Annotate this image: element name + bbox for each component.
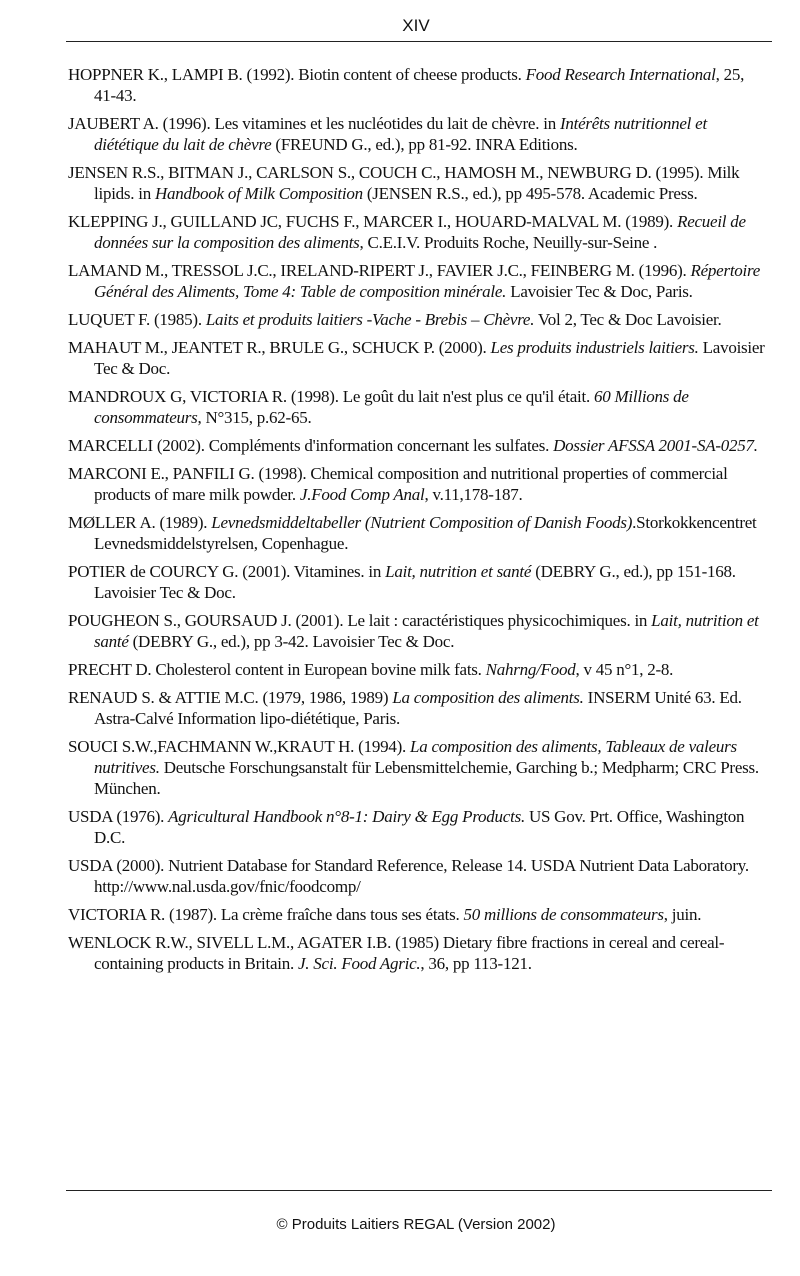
reference-entry bbox=[68, 806, 768, 848]
reference-text: Deutsche Forschungsanstalt für Lebensmittelchemie, Garching b.; Medpharm; CRC Press. München. bbox=[94, 758, 759, 798]
reference-title: 60 Millions de consommateurs bbox=[94, 387, 689, 427]
reference-text: (DEBRY G., ed.), pp 3-42. Lavoisier Tec & Doc. bbox=[128, 632, 455, 651]
reference-text: , v.11,178-187. bbox=[424, 485, 523, 504]
footer-copyright: © Produits Laitiers REGAL (Version 2002) bbox=[276, 1216, 556, 1233]
reference-entry bbox=[68, 463, 768, 505]
reference-text: , v 45 n°1, 2-8. bbox=[575, 660, 674, 679]
reference-text: KLEPPING J., GUILLAND JC, FUCHS F., MARCER I., HOUARD-MALVAL M. (1989). bbox=[68, 212, 678, 231]
reference-text: SOUCI S.W.,FACHMANN W.,KRAUT H. (1994). bbox=[68, 737, 411, 756]
reference-entry bbox=[68, 904, 768, 925]
reference-title: J.Food Comp Anal bbox=[299, 485, 425, 504]
reference-list bbox=[68, 64, 768, 981]
reference-text: MØLLER A. (1989). bbox=[68, 513, 212, 532]
footer-rule bbox=[66, 1190, 772, 1191]
reference-title: J. Sci. Food Agric. bbox=[298, 954, 421, 973]
reference-text: PRECHT D. Cholesterol content in European bovine milk fats. bbox=[68, 660, 486, 679]
reference-text: , 25, 41-43. bbox=[94, 65, 745, 105]
reference-title: Lait, nutrition et santé bbox=[385, 562, 532, 581]
reference-title: Food Research International bbox=[525, 65, 716, 84]
reference-title: Répertoire Général des Aliments, Tome 4: Table de composition minérale. bbox=[94, 261, 761, 301]
reference-text: JAUBERT A. (1996). Les vitamines et les nucléotides du lait de chèvre. in bbox=[68, 114, 560, 133]
reference-text: LUQUET F. (1985). bbox=[68, 310, 206, 329]
reference-text: INSERM Unité 63. Ed. Astra-Calvé Information lipo-diététique, Paris. bbox=[94, 688, 742, 728]
reference-text: MARCONI E., PANFILI G. (1998). Chemical composition and nutritional properties of commercial products of mare milk powder. bbox=[68, 464, 728, 504]
reference-text: MANDROUX G, VICTORIA R. (1998). Le goût du lait n'est plus ce qu'il était. bbox=[68, 387, 594, 406]
reference-title: La composition des aliments. bbox=[392, 688, 584, 707]
reference-text: WENLOCK R.W., SIVELL L.M., AGATER I.B. (1985) Dietary fibre fractions in cereal and cereal-containing products in Britain. bbox=[68, 933, 725, 973]
reference-text: VICTORIA R. (1987). La crème fraîche dans tous ses états. bbox=[68, 905, 464, 924]
reference-title: Recueil de données sur la composition des aliments bbox=[94, 212, 746, 252]
reference-text: HOPPNER K., LAMPI B. (1992). Biotin content of cheese products. bbox=[68, 65, 526, 84]
reference-title: Intérêts nutritionnel et diététique du lait de chèvre bbox=[94, 114, 707, 154]
reference-title: Lait, nutrition et santé bbox=[94, 611, 759, 651]
reference-text: (DEBRY G., ed.), pp 151-168. Lavoisier Tec & Doc. bbox=[94, 562, 736, 602]
reference-entry bbox=[68, 659, 768, 680]
reference-text: USDA (1976). bbox=[68, 807, 169, 826]
reference-title: Laits et produits laitiers -Vache - Brebis – Chèvre. bbox=[205, 310, 535, 329]
reference-title: Agricultural Handbook n°8-1: Dairy & Egg Products. bbox=[168, 807, 525, 826]
reference-text: LAMAND M., TRESSOL J.C., IRELAND-RIPERT J., FAVIER J.C., FEINBERG M. (1996). bbox=[68, 261, 691, 280]
reference-entry bbox=[68, 687, 768, 729]
reference-text: POTIER de COURCY G. (2001). Vitamines. in bbox=[68, 562, 386, 581]
reference-text: USDA (2000). Nutrient Database for Standard Reference, Release 14. USDA Nutrient Data Laboratory. http://www.nal.usda.gov/fnic/foodcomp/ bbox=[68, 856, 749, 896]
reference-entry bbox=[68, 113, 768, 155]
reference-text: JENSEN R.S., BITMAN J., CARLSON S., COUCH C., HAMOSH M., NEWBURG D. (1995). Milk lipids. in bbox=[68, 163, 740, 203]
reference-text: .Storkokkencentret Levnedsmiddelstyrelsen, Copenhague. bbox=[94, 513, 757, 553]
reference-text: , N°315, p.62-65. bbox=[197, 408, 312, 427]
reference-entry bbox=[68, 561, 768, 603]
reference-title: La composition des aliments, Tableaux de valeurs nutritives. bbox=[94, 737, 737, 777]
reference-text: , C.E.I.V. Produits Roche, Neuilly-sur-Seine . bbox=[359, 233, 658, 252]
reference-title: 50 millions de consommateurs bbox=[463, 905, 664, 924]
reference-text: (JENSEN R.S., ed.), pp 495-578. Academic Press. bbox=[362, 184, 698, 203]
reference-title: Les produits industriels laitiers. bbox=[490, 338, 699, 357]
reference-title: Dossier AFSSA 2001-SA-0257. bbox=[553, 436, 758, 455]
reference-entry bbox=[68, 162, 768, 204]
reference-text: Vol 2, Tec & Doc Lavoisier. bbox=[534, 310, 722, 329]
reference-entry bbox=[68, 309, 768, 330]
reference-text: POUGHEON S., GOURSAUD J. (2001). Le lait : caractéristiques physicochimiques. in bbox=[68, 611, 652, 630]
reference-text: MAHAUT M., JEANTET R., BRULE G., SCHUCK P. (2000). bbox=[68, 338, 491, 357]
reference-title: Levnedsmiddeltabeller (Nutrient Composition of Danish Foods) bbox=[211, 513, 633, 532]
reference-entry bbox=[68, 64, 768, 106]
reference-entry bbox=[68, 932, 768, 974]
reference-text: Lavoisier Tec & Doc. bbox=[94, 338, 765, 378]
reference-text: , 36, pp 113-121. bbox=[420, 954, 532, 973]
reference-entry bbox=[68, 512, 768, 554]
header-rule bbox=[66, 41, 772, 42]
reference-text: US Gov. Prt. Office, Washington D.C. bbox=[94, 807, 745, 847]
reference-title: Nahrng/Food bbox=[485, 660, 576, 679]
reference-entry bbox=[68, 260, 768, 302]
reference-text: , juin. bbox=[663, 905, 702, 924]
reference-title: Handbook of Milk Composition bbox=[155, 184, 363, 203]
reference-entry bbox=[68, 435, 768, 456]
page-number: XIV bbox=[402, 16, 430, 35]
reference-text: Lavoisier Tec & Doc, Paris. bbox=[506, 282, 693, 301]
reference-text: (FREUND G., ed.), pp 81-92. INRA Editions. bbox=[271, 135, 578, 154]
reference-entry bbox=[68, 736, 768, 799]
reference-entry bbox=[68, 337, 768, 379]
reference-entry bbox=[68, 855, 768, 897]
reference-text: MARCELLI (2002). Compléments d'information concernant les sulfates. bbox=[68, 436, 554, 455]
reference-entry bbox=[68, 610, 768, 652]
reference-entry bbox=[68, 211, 768, 253]
reference-text: RENAUD S. & ATTIE M.C. (1979, 1986, 1989) bbox=[68, 688, 393, 707]
reference-entry bbox=[68, 386, 768, 428]
